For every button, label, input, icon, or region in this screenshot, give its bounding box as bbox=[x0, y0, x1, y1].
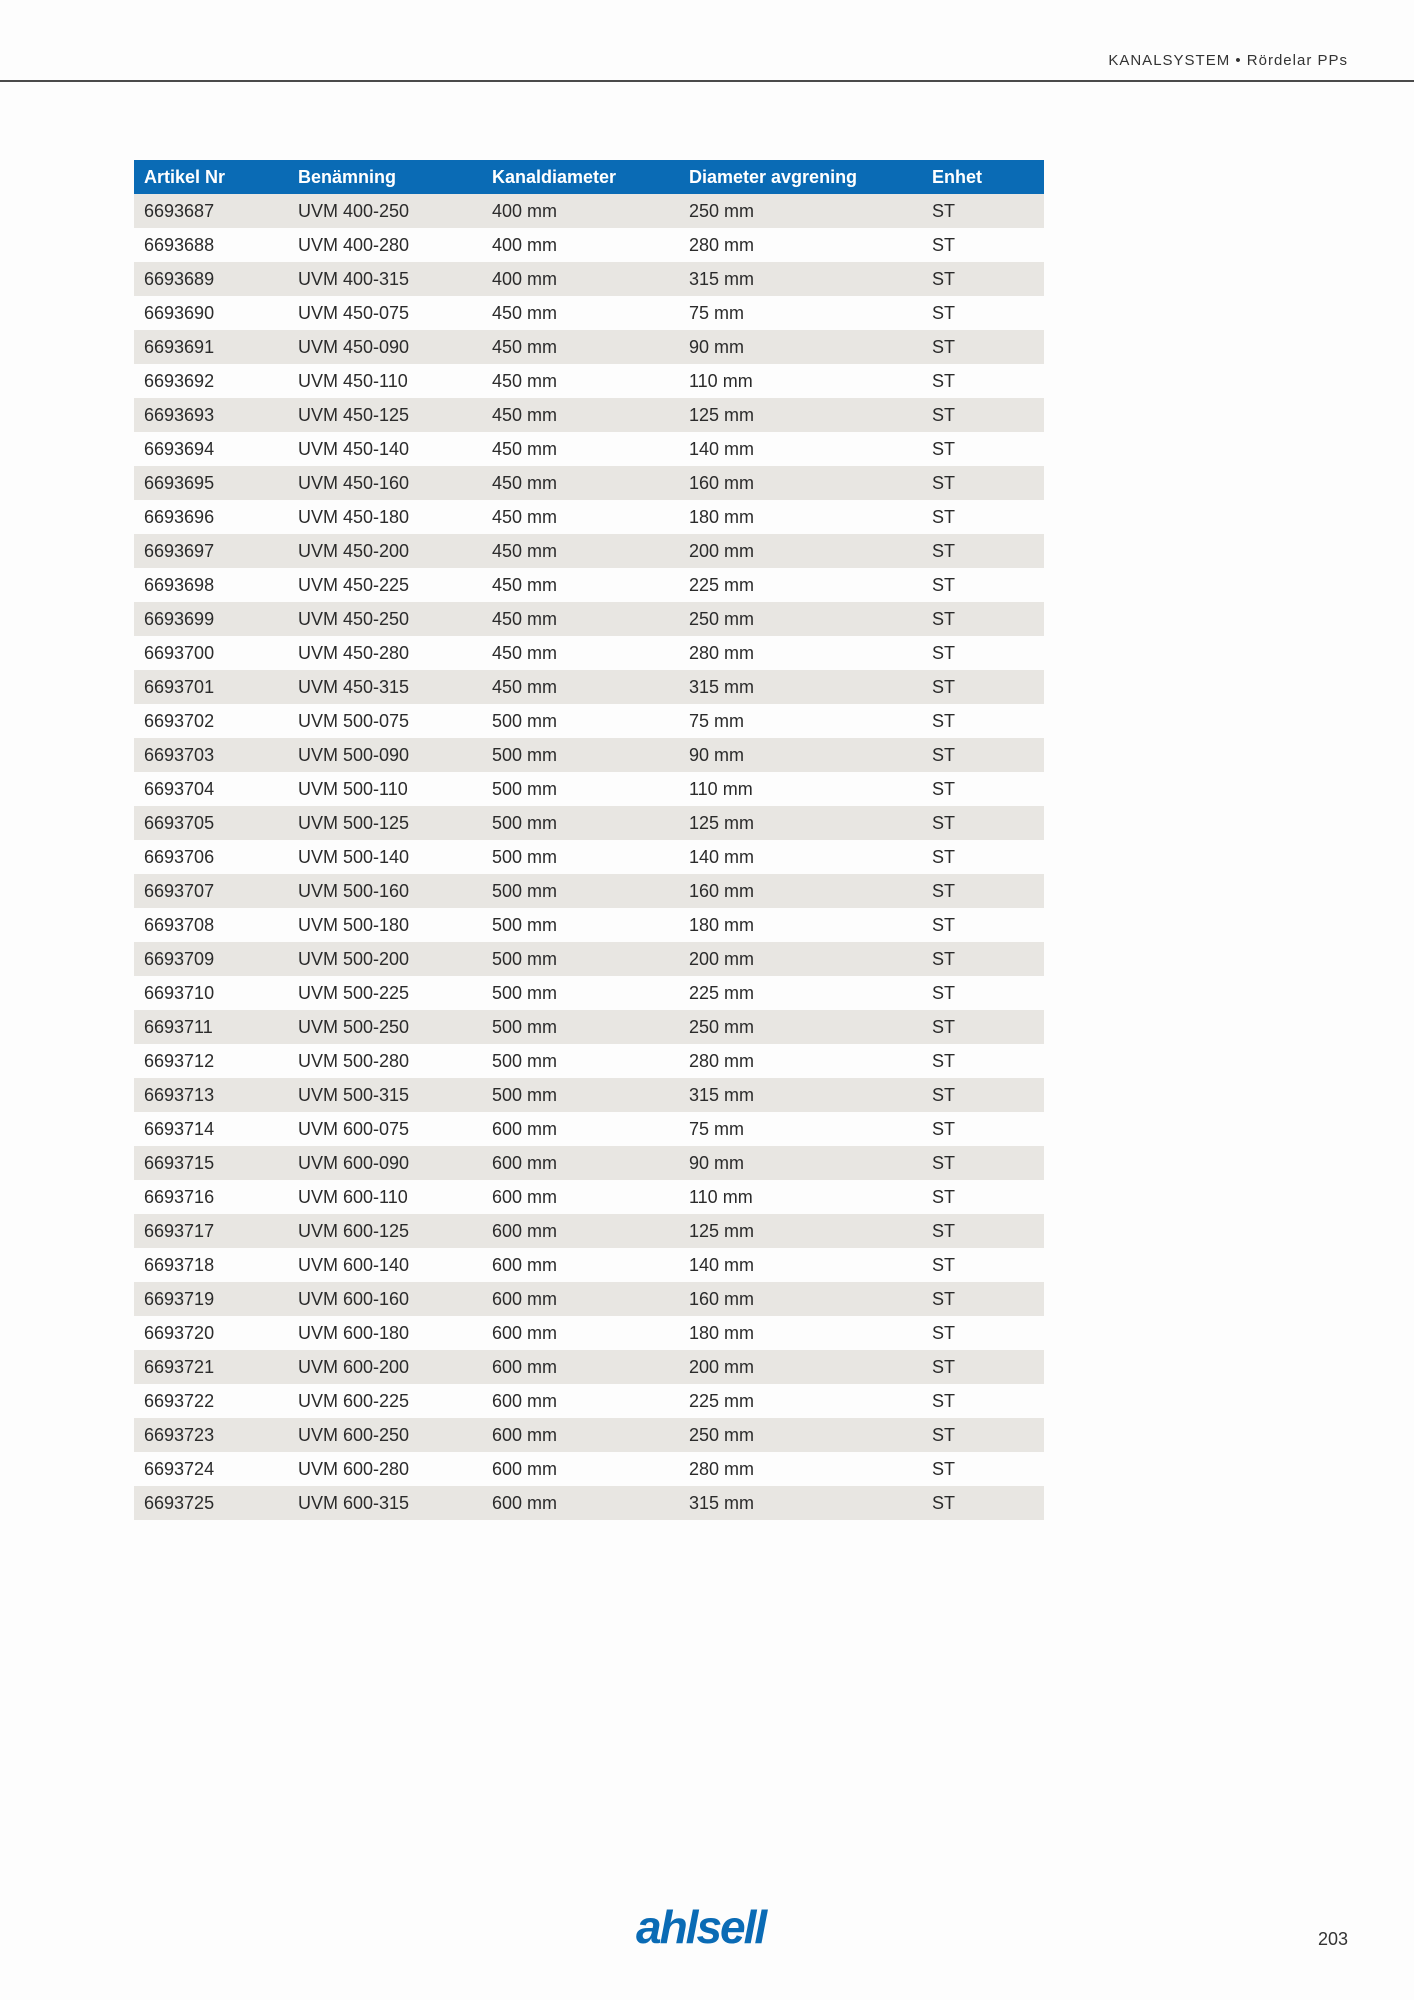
diameter-avgrening-cell: 140 mm bbox=[689, 846, 755, 867]
kanaldiameter-cell: 400 mm bbox=[492, 268, 558, 289]
artikel-nr-cell: 6693698 bbox=[144, 574, 215, 595]
diameter-avgrening-cell: 200 mm bbox=[689, 540, 755, 561]
page-number: 203 bbox=[1317, 1929, 1348, 1949]
table-row bbox=[134, 670, 1044, 704]
diameter-avgrening-cell: 110 mm bbox=[689, 778, 753, 799]
enhet-cell: ST bbox=[932, 472, 956, 493]
table-row bbox=[134, 398, 1044, 432]
diameter-avgrening-cell: 75 mm bbox=[689, 1118, 745, 1139]
benamning-cell: UVM 600-180 bbox=[298, 1322, 410, 1343]
artikel-nr-cell: 6693715 bbox=[144, 1152, 215, 1173]
artikel-nr-cell: 6693714 bbox=[144, 1118, 215, 1139]
kanaldiameter-cell: 450 mm bbox=[492, 540, 558, 561]
column-header-benamning: Benämning bbox=[298, 166, 397, 187]
artikel-nr-cell: 6693701 bbox=[144, 676, 215, 697]
artikel-nr-cell: 6693702 bbox=[144, 710, 215, 731]
kanaldiameter-cell: 600 mm bbox=[492, 1118, 558, 1139]
benamning-cell: UVM 450-140 bbox=[298, 438, 410, 459]
kanaldiameter-cell: 450 mm bbox=[492, 608, 558, 629]
benamning-cell: UVM 450-225 bbox=[298, 574, 410, 595]
benamning-cell: UVM 600-200 bbox=[298, 1356, 410, 1377]
enhet-cell: ST bbox=[932, 1152, 956, 1173]
diameter-avgrening-cell: 200 mm bbox=[689, 948, 755, 969]
diameter-avgrening-cell: 90 mm bbox=[689, 336, 745, 357]
benamning-cell: UVM 450-280 bbox=[298, 642, 410, 663]
artikel-nr-cell: 6693706 bbox=[144, 846, 215, 867]
table-row bbox=[134, 738, 1044, 772]
artikel-nr-cell: 6693700 bbox=[144, 642, 215, 663]
table-row bbox=[134, 874, 1044, 908]
enhet-cell: ST bbox=[932, 1254, 956, 1275]
kanaldiameter-cell: 600 mm bbox=[492, 1254, 558, 1275]
kanaldiameter-cell: 600 mm bbox=[492, 1356, 558, 1377]
table-row bbox=[134, 1282, 1044, 1316]
benamning-cell: UVM 600-140 bbox=[298, 1254, 410, 1275]
table-row bbox=[134, 1418, 1044, 1452]
artikel-nr-cell: 6693696 bbox=[144, 506, 215, 527]
table-row bbox=[134, 1044, 1044, 1078]
diameter-avgrening-cell: 160 mm bbox=[689, 1288, 755, 1309]
enhet-cell: ST bbox=[932, 1220, 956, 1241]
benamning-cell: UVM 500-110 bbox=[298, 778, 408, 799]
artikel-nr-cell: 6693703 bbox=[144, 744, 215, 765]
kanaldiameter-cell: 450 mm bbox=[492, 438, 558, 459]
artikel-nr-cell: 6693717 bbox=[144, 1220, 215, 1241]
benamning-cell: UVM 600-090 bbox=[298, 1152, 410, 1173]
kanaldiameter-cell: 450 mm bbox=[492, 370, 558, 391]
table-row bbox=[134, 1214, 1044, 1248]
enhet-cell: ST bbox=[932, 370, 956, 391]
diameter-avgrening-cell: 160 mm bbox=[689, 880, 755, 901]
table-row bbox=[134, 1316, 1044, 1350]
kanaldiameter-cell: 500 mm bbox=[492, 744, 558, 765]
kanaldiameter-cell: 600 mm bbox=[492, 1322, 558, 1343]
table-row bbox=[134, 1180, 1044, 1214]
diameter-avgrening-cell: 75 mm bbox=[689, 710, 745, 731]
artikel-nr-cell: 6693694 bbox=[144, 438, 215, 459]
benamning-cell: UVM 600-315 bbox=[298, 1492, 410, 1513]
enhet-cell: ST bbox=[932, 812, 956, 833]
table-row bbox=[134, 806, 1044, 840]
table-row bbox=[134, 1384, 1044, 1418]
kanaldiameter-cell: 400 mm bbox=[492, 234, 558, 255]
benamning-cell: UVM 500-075 bbox=[298, 710, 410, 731]
benamning-cell: UVM 450-250 bbox=[298, 608, 410, 629]
enhet-cell: ST bbox=[932, 1118, 956, 1139]
artikel-nr-cell: 6693689 bbox=[144, 268, 215, 289]
kanaldiameter-cell: 450 mm bbox=[492, 676, 558, 697]
benamning-cell: UVM 450-075 bbox=[298, 302, 410, 323]
artikel-nr-cell: 6693713 bbox=[144, 1084, 215, 1105]
benamning-cell: UVM 500-280 bbox=[298, 1050, 410, 1071]
benamning-cell: UVM 600-125 bbox=[298, 1220, 410, 1241]
table-row bbox=[134, 704, 1044, 738]
diameter-avgrening-cell: 180 mm bbox=[689, 1322, 755, 1343]
enhet-cell: ST bbox=[932, 710, 956, 731]
column-header-enhet: Enhet bbox=[932, 166, 983, 187]
benamning-cell: UVM 450-160 bbox=[298, 472, 410, 493]
enhet-cell: ST bbox=[932, 200, 956, 221]
kanaldiameter-cell: 450 mm bbox=[492, 574, 558, 595]
benamning-cell: UVM 500-160 bbox=[298, 880, 410, 901]
benamning-cell: UVM 600-250 bbox=[298, 1424, 410, 1445]
kanaldiameter-cell: 500 mm bbox=[492, 1016, 558, 1037]
diameter-avgrening-cell: 250 mm bbox=[689, 1424, 755, 1445]
diameter-avgrening-cell: 250 mm bbox=[689, 200, 755, 221]
table-row bbox=[134, 466, 1044, 500]
benamning-cell: UVM 600-225 bbox=[298, 1390, 410, 1411]
benamning-cell: UVM 400-315 bbox=[298, 268, 410, 289]
table-row bbox=[134, 330, 1044, 364]
table-row bbox=[134, 500, 1044, 534]
table-row bbox=[134, 908, 1044, 942]
artikel-nr-cell: 6693710 bbox=[144, 982, 215, 1003]
artikel-nr-cell: 6693695 bbox=[144, 472, 215, 493]
table-row bbox=[134, 568, 1044, 602]
benamning-cell: UVM 600-160 bbox=[298, 1288, 410, 1309]
benamning-cell: UVM 450-090 bbox=[298, 336, 410, 357]
enhet-cell: ST bbox=[932, 1356, 956, 1377]
benamning-cell: UVM 500-315 bbox=[298, 1084, 410, 1105]
artikel-nr-cell: 6693724 bbox=[144, 1458, 215, 1479]
enhet-cell: ST bbox=[932, 1084, 956, 1105]
enhet-cell: ST bbox=[932, 880, 956, 901]
kanaldiameter-cell: 500 mm bbox=[492, 812, 558, 833]
benamning-cell: UVM 450-180 bbox=[298, 506, 410, 527]
table-row bbox=[134, 1350, 1044, 1384]
diameter-avgrening-cell: 225 mm bbox=[689, 574, 755, 595]
enhet-cell: ST bbox=[932, 744, 956, 765]
diameter-avgrening-cell: 280 mm bbox=[689, 642, 755, 663]
artikel-nr-cell: 6693690 bbox=[144, 302, 215, 323]
table-row bbox=[134, 840, 1044, 874]
table-row bbox=[134, 432, 1044, 466]
kanaldiameter-cell: 600 mm bbox=[492, 1492, 558, 1513]
diameter-avgrening-cell: 140 mm bbox=[689, 1254, 755, 1275]
kanaldiameter-cell: 500 mm bbox=[492, 1084, 558, 1105]
table-row bbox=[134, 262, 1044, 296]
artikel-nr-cell: 6693711 bbox=[144, 1016, 213, 1037]
enhet-cell: ST bbox=[932, 1458, 956, 1479]
enhet-cell: ST bbox=[932, 574, 956, 595]
benamning-cell: UVM 600-110 bbox=[298, 1186, 408, 1207]
product-table bbox=[134, 160, 1044, 1520]
header-divider bbox=[0, 80, 1414, 82]
kanaldiameter-cell: 600 mm bbox=[492, 1152, 558, 1173]
benamning-cell: UVM 450-125 bbox=[298, 404, 410, 425]
artikel-nr-cell: 6693704 bbox=[144, 778, 215, 799]
diameter-avgrening-cell: 125 mm bbox=[689, 812, 755, 833]
enhet-cell: ST bbox=[932, 1186, 956, 1207]
diameter-avgrening-cell: 180 mm bbox=[689, 506, 755, 527]
enhet-cell: ST bbox=[932, 1424, 956, 1445]
table-row bbox=[134, 1078, 1044, 1112]
column-header-kanaldiameter: Kanaldiameter bbox=[492, 166, 617, 187]
artikel-nr-cell: 6693691 bbox=[144, 336, 215, 357]
table-row bbox=[134, 534, 1044, 568]
artikel-nr-cell: 6693687 bbox=[144, 200, 215, 221]
artikel-nr-cell: 6693697 bbox=[144, 540, 215, 561]
enhet-cell: ST bbox=[932, 1492, 956, 1513]
table-row bbox=[134, 1486, 1044, 1520]
enhet-cell: ST bbox=[932, 914, 956, 935]
enhet-cell: ST bbox=[932, 268, 956, 289]
artikel-nr-cell: 6693699 bbox=[144, 608, 215, 629]
enhet-cell: ST bbox=[932, 608, 956, 629]
artikel-nr-cell: 6693705 bbox=[144, 812, 215, 833]
table-row bbox=[134, 772, 1044, 806]
benamning-cell: UVM 600-075 bbox=[298, 1118, 410, 1139]
artikel-nr-cell: 6693707 bbox=[144, 880, 215, 901]
diameter-avgrening-cell: 315 mm bbox=[689, 676, 755, 697]
diameter-avgrening-cell: 315 mm bbox=[689, 1084, 755, 1105]
column-header-diameter-avgrening: Diameter avgrening bbox=[689, 166, 858, 187]
kanaldiameter-cell: 500 mm bbox=[492, 778, 558, 799]
table-row bbox=[134, 1452, 1044, 1486]
diameter-avgrening-cell: 140 mm bbox=[689, 438, 755, 459]
artikel-nr-cell: 6693722 bbox=[144, 1390, 215, 1411]
benamning-cell: UVM 400-280 bbox=[298, 234, 410, 255]
kanaldiameter-cell: 500 mm bbox=[492, 1050, 558, 1071]
enhet-cell: ST bbox=[932, 1016, 956, 1037]
kanaldiameter-cell: 450 mm bbox=[492, 506, 558, 527]
enhet-cell: ST bbox=[932, 302, 956, 323]
artikel-nr-cell: 6693709 bbox=[144, 948, 215, 969]
kanaldiameter-cell: 500 mm bbox=[492, 948, 558, 969]
ahlsell-logo: ahlsell bbox=[636, 1901, 766, 1953]
artikel-nr-cell: 6693720 bbox=[144, 1322, 215, 1343]
diameter-avgrening-cell: 90 mm bbox=[689, 744, 745, 765]
artikel-nr-cell: 6693718 bbox=[144, 1254, 215, 1275]
benamning-cell: UVM 500-125 bbox=[298, 812, 410, 833]
kanaldiameter-cell: 500 mm bbox=[492, 982, 558, 1003]
enhet-cell: ST bbox=[932, 982, 956, 1003]
diameter-avgrening-cell: 225 mm bbox=[689, 982, 755, 1003]
artikel-nr-cell: 6693723 bbox=[144, 1424, 215, 1445]
table-row bbox=[134, 228, 1044, 262]
artikel-nr-cell: 6693719 bbox=[144, 1288, 215, 1309]
diameter-avgrening-cell: 200 mm bbox=[689, 1356, 755, 1377]
kanaldiameter-cell: 450 mm bbox=[492, 302, 558, 323]
table-row bbox=[134, 1248, 1044, 1282]
table-row bbox=[134, 1010, 1044, 1044]
enhet-cell: ST bbox=[932, 336, 956, 357]
enhet-cell: ST bbox=[932, 438, 956, 459]
artikel-nr-cell: 6693716 bbox=[144, 1186, 215, 1207]
benamning-cell: UVM 500-225 bbox=[298, 982, 410, 1003]
enhet-cell: ST bbox=[932, 506, 956, 527]
kanaldiameter-cell: 450 mm bbox=[492, 472, 558, 493]
kanaldiameter-cell: 600 mm bbox=[492, 1390, 558, 1411]
enhet-cell: ST bbox=[932, 404, 956, 425]
enhet-cell: ST bbox=[932, 642, 956, 663]
kanaldiameter-cell: 450 mm bbox=[492, 336, 558, 357]
kanaldiameter-cell: 450 mm bbox=[492, 642, 558, 663]
enhet-cell: ST bbox=[932, 234, 956, 255]
kanaldiameter-cell: 600 mm bbox=[492, 1424, 558, 1445]
benamning-cell: UVM 400-250 bbox=[298, 200, 410, 221]
benamning-cell: UVM 600-280 bbox=[298, 1458, 410, 1479]
diameter-avgrening-cell: 280 mm bbox=[689, 234, 755, 255]
diameter-avgrening-cell: 250 mm bbox=[689, 608, 755, 629]
kanaldiameter-cell: 500 mm bbox=[492, 710, 558, 731]
artikel-nr-cell: 6693708 bbox=[144, 914, 215, 935]
diameter-avgrening-cell: 225 mm bbox=[689, 1390, 755, 1411]
artikel-nr-cell: 6693693 bbox=[144, 404, 215, 425]
artikel-nr-cell: 6693688 bbox=[144, 234, 215, 255]
diameter-avgrening-cell: 110 mm bbox=[689, 370, 753, 391]
diameter-avgrening-cell: 90 mm bbox=[689, 1152, 745, 1173]
enhet-cell: ST bbox=[932, 540, 956, 561]
benamning-cell: UVM 500-140 bbox=[298, 846, 410, 867]
benamning-cell: UVM 500-090 bbox=[298, 744, 410, 765]
kanaldiameter-cell: 500 mm bbox=[492, 846, 558, 867]
enhet-cell: ST bbox=[932, 1390, 956, 1411]
kanaldiameter-cell: 450 mm bbox=[492, 404, 558, 425]
table-row bbox=[134, 1146, 1044, 1180]
diameter-avgrening-cell: 250 mm bbox=[689, 1016, 755, 1037]
column-header-artikel-nr: Artikel Nr bbox=[144, 166, 226, 187]
table-row bbox=[134, 1112, 1044, 1146]
kanaldiameter-cell: 400 mm bbox=[492, 200, 558, 221]
table-row bbox=[134, 194, 1044, 228]
diameter-avgrening-cell: 125 mm bbox=[689, 404, 755, 425]
table-row bbox=[134, 602, 1044, 636]
kanaldiameter-cell: 600 mm bbox=[492, 1186, 558, 1207]
enhet-cell: ST bbox=[932, 676, 956, 697]
enhet-cell: ST bbox=[932, 778, 956, 799]
benamning-cell: UVM 500-250 bbox=[298, 1016, 410, 1037]
enhet-cell: ST bbox=[932, 1050, 956, 1071]
enhet-cell: ST bbox=[932, 948, 956, 969]
artikel-nr-cell: 6693712 bbox=[144, 1050, 215, 1071]
benamning-cell: UVM 450-315 bbox=[298, 676, 410, 697]
table-row bbox=[134, 942, 1044, 976]
table-row bbox=[134, 296, 1044, 330]
diameter-avgrening-cell: 160 mm bbox=[689, 472, 755, 493]
artikel-nr-cell: 6693725 bbox=[144, 1492, 215, 1513]
benamning-cell: UVM 450-110 bbox=[298, 370, 408, 391]
diameter-avgrening-cell: 110 mm bbox=[689, 1186, 753, 1207]
artikel-nr-cell: 6693721 bbox=[144, 1356, 215, 1377]
kanaldiameter-cell: 500 mm bbox=[492, 880, 558, 901]
artikel-nr-cell: 6693692 bbox=[144, 370, 215, 391]
table-row bbox=[134, 976, 1044, 1010]
benamning-cell: UVM 500-200 bbox=[298, 948, 410, 969]
diameter-avgrening-cell: 125 mm bbox=[689, 1220, 755, 1241]
kanaldiameter-cell: 600 mm bbox=[492, 1458, 558, 1479]
diameter-avgrening-cell: 315 mm bbox=[689, 1492, 755, 1513]
table-header-row bbox=[134, 160, 1044, 194]
enhet-cell: ST bbox=[932, 1288, 956, 1309]
diameter-avgrening-cell: 280 mm bbox=[689, 1458, 755, 1479]
enhet-cell: ST bbox=[932, 1322, 956, 1343]
diameter-avgrening-cell: 315 mm bbox=[689, 268, 755, 289]
kanaldiameter-cell: 600 mm bbox=[492, 1288, 558, 1309]
kanaldiameter-cell: 600 mm bbox=[492, 1220, 558, 1241]
table-row bbox=[134, 636, 1044, 670]
benamning-cell: UVM 450-200 bbox=[298, 540, 410, 561]
table-row bbox=[134, 364, 1044, 398]
benamning-cell: UVM 500-180 bbox=[298, 914, 410, 935]
table-body bbox=[134, 194, 1044, 1520]
diameter-avgrening-cell: 280 mm bbox=[689, 1050, 755, 1071]
kanaldiameter-cell: 500 mm bbox=[492, 914, 558, 935]
diameter-avgrening-cell: 75 mm bbox=[689, 302, 745, 323]
section-header: KANALSYSTEM • Rördelar PPs bbox=[1108, 52, 1348, 69]
diameter-avgrening-cell: 180 mm bbox=[689, 914, 755, 935]
enhet-cell: ST bbox=[932, 846, 956, 867]
